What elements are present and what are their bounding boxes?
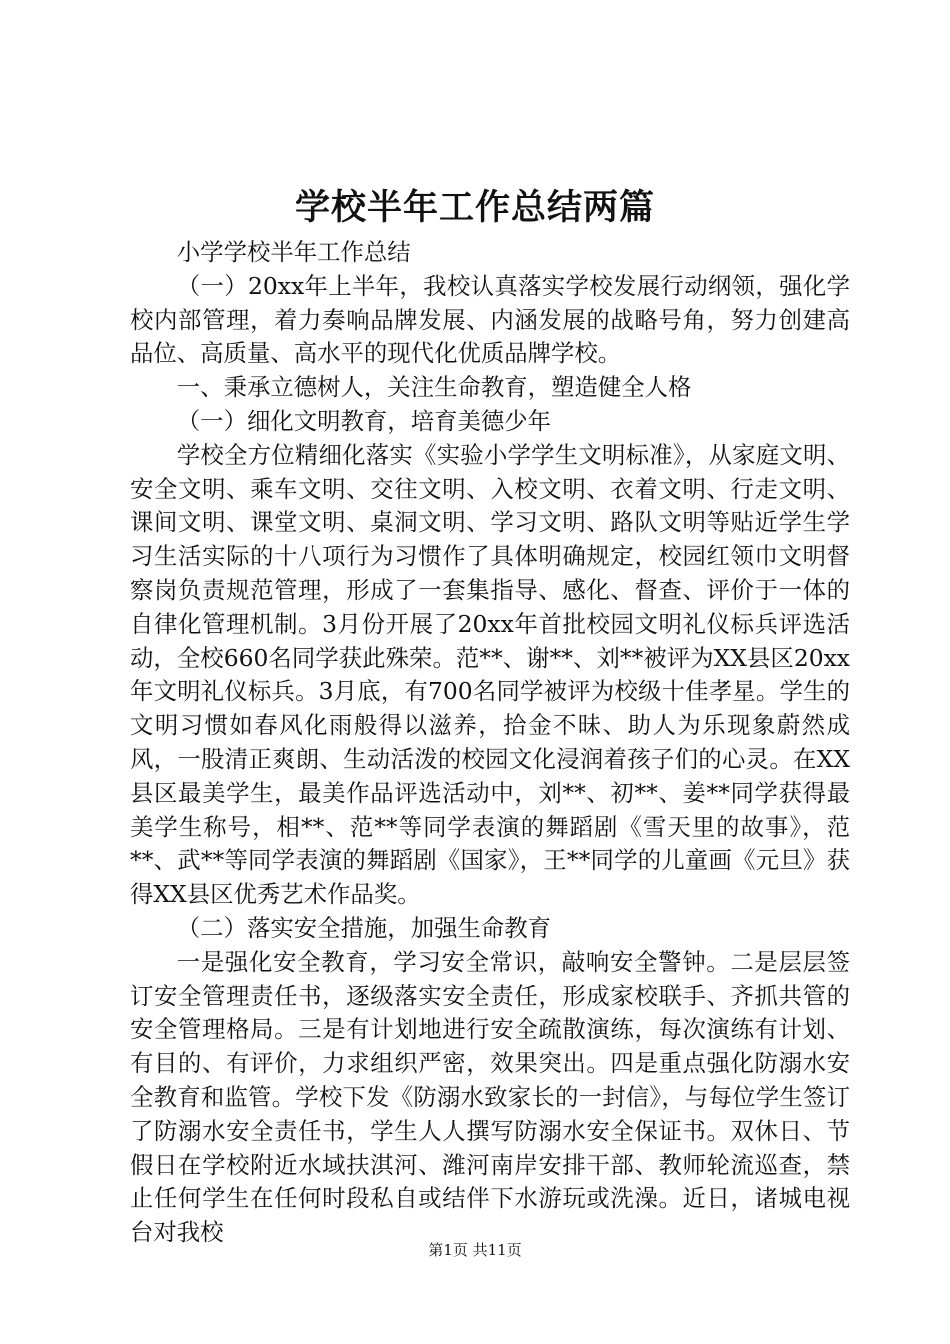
paragraph-safety: 一是强化安全教育，学习安全常识，敲响安全警钟。二是层层签订安全管理责任书，逐级落实安全责任，形成家校联手、齐抓共管的安全管理格局。三是有计划地进行安全疏散演练，每次演练有计划、有目的、有评价，力求组织严密，效果突出。四是重点强化防溺水安全教育和监管。学校下发《防溺水致家长的一封信》，与每位学生签订了防溺水安全责任书，学生人人撰写防溺水安全保证书。双休日、节假日在学校附近水域扶淇河、潍河南岸安排干部、教师轮流巡查，禁止任何学生在任何时段私自或结伴下水游玩或洗澡。近日，诸城电视台对我校 xyxy=(130,947,850,1247)
subsection-heading-2: （二）落实安全措施，加强生命教育 xyxy=(176,913,552,942)
section-heading-1: 一、秉承立德树人，关注生命教育，塑造健全人格 xyxy=(176,373,692,402)
document-body xyxy=(130,236,850,1250)
page-footer: 第1页 共11页 xyxy=(428,1241,522,1259)
paragraph-subtitle: 小学学校半年工作总结 xyxy=(176,238,411,266)
document-title: 学校半年工作总结两篇 xyxy=(294,187,655,228)
paragraph-intro: （一）20xx年上半年，我校认真落实学校发展行动纲领，强化学校内部管理，着力奏响品牌发展、内涵发展的战略号角，努力创建高品位、高质量、高水平的现代化优质品牌学校。 xyxy=(130,271,850,368)
paragraph-civility: 学校全方位精细化落实《实验小学学生文明标准》，从家庭文明、安全文明、乘车文明、交往文明、入校文明、衣着文明、行走文明、课间文明、课堂文明、桌洞文明、学习文明、路队文明等贴近学生学习生活实际的十八项行为习惯作了具体明确规定，校园红领巾文明督察岗负责规范管理，形成了一套集指导、感化、督查、评价于一体的自律化管理机制。3月份开展了20xx年首批校园文明礼仪标兵评选活动，全校660名同学获此殊荣。范**、谢**、刘**被评为XX县区20xx年文明礼仪标兵。3月底，有700名同学被评为校级十佳孝星。学生的文明习惯如春风化雨般得以滋养，拾金不昧、助人为乐现象蔚然成风，一股清正爽朗、生动活泼的校园文化浸润着孩子们的心灵。在XX县区最美学生，最美作品评选活动中，刘**、初**、姜**同学获得最美学生称号，相**、范**等同学表演的舞蹈剧《雪天里的故事》，范**、武**等同学表演的舞蹈剧《国家》，王**同学的儿童画《元旦》获得XX县区优秀艺术作品奖。 xyxy=(130,440,850,909)
subsection-heading-1: （一）细化文明教育，培育美德少年 xyxy=(176,406,552,435)
